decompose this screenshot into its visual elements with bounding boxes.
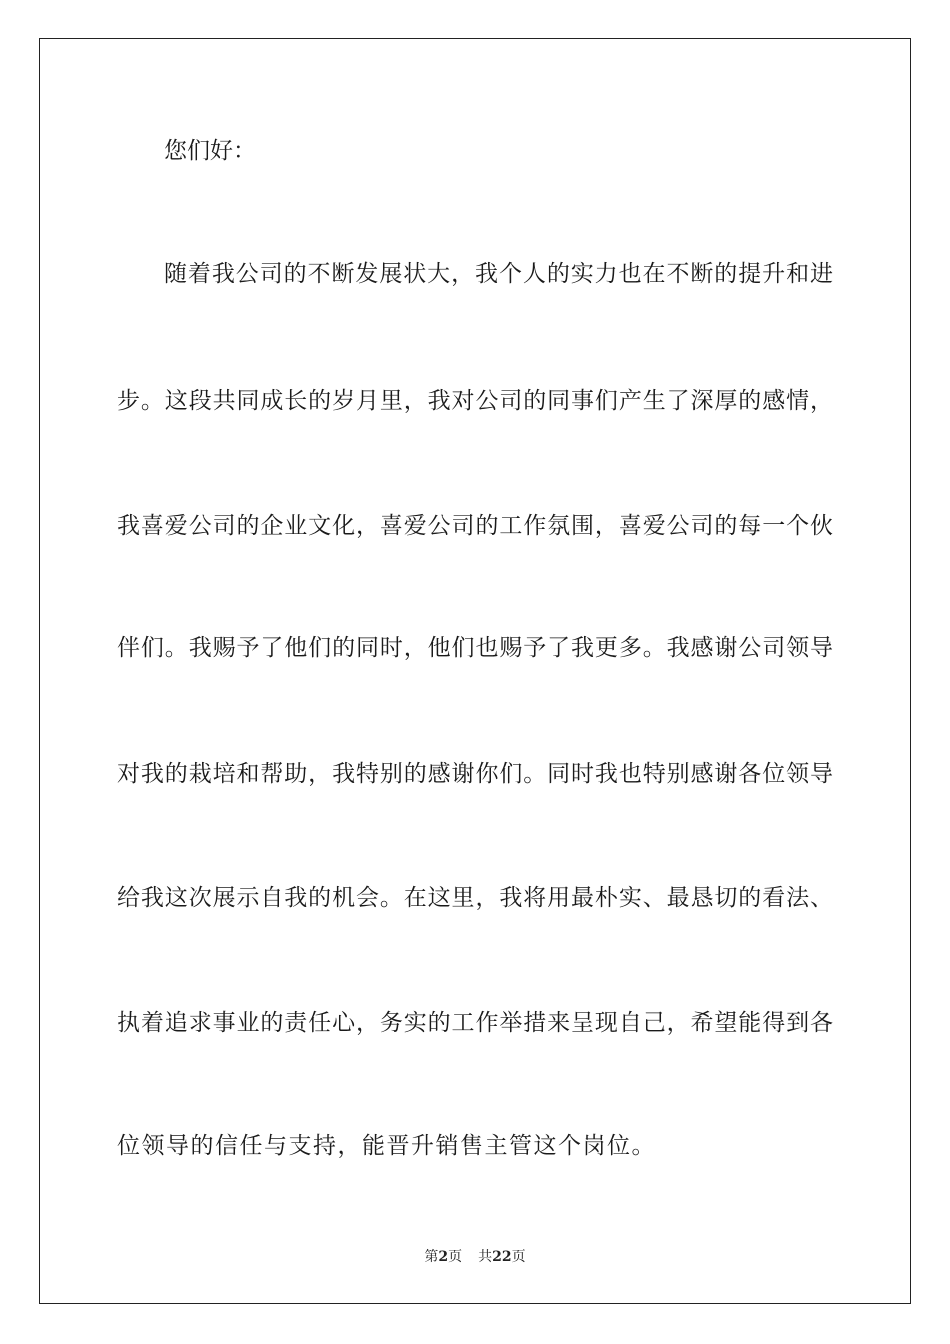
paragraph-line-8: 位领导的信任与支持，能晋升销售主管这个岗位。	[117, 1133, 656, 1159]
total-suffix: 页	[511, 1249, 526, 1265]
total-prefix: 共	[478, 1249, 493, 1265]
paragraph-line-6: 给我这次展示自我的机会。在这里，我将用最朴实、最恳切的看法、	[117, 885, 833, 911]
paragraph-line-2: 步。这段共同成长的岁月里，我对公司的同事们产生了深厚的感情，	[117, 388, 833, 414]
paragraph-line-7: 执着追求事业的责任心，务实的工作举措来呈现自己，希望能得到各	[117, 1010, 833, 1036]
page-prefix: 第	[424, 1249, 439, 1265]
paragraph-line-4: 伴们。我赐予了他们的同时，他们也赐予了我更多。我感谢公司领导	[117, 635, 833, 661]
page-number: 2	[438, 1249, 449, 1265]
total-pages: 22	[492, 1249, 512, 1265]
page-suffix: 页	[448, 1249, 463, 1265]
paragraph-line-1: 随着我公司的不断发展状大，我个人的实力也在不断的提升和进	[164, 261, 833, 287]
greeting-line: 您们好：	[164, 138, 256, 164]
page-footer	[0, 1248, 950, 1266]
paragraph-line-3: 我喜爱公司的企业文化，喜爱公司的工作氛围，喜爱公司的每一个伙	[117, 513, 833, 539]
page-border	[39, 38, 911, 1304]
paragraph-line-5: 对我的栽培和帮助，我特别的感谢你们。同时我也特别感谢各位领导	[117, 761, 833, 787]
